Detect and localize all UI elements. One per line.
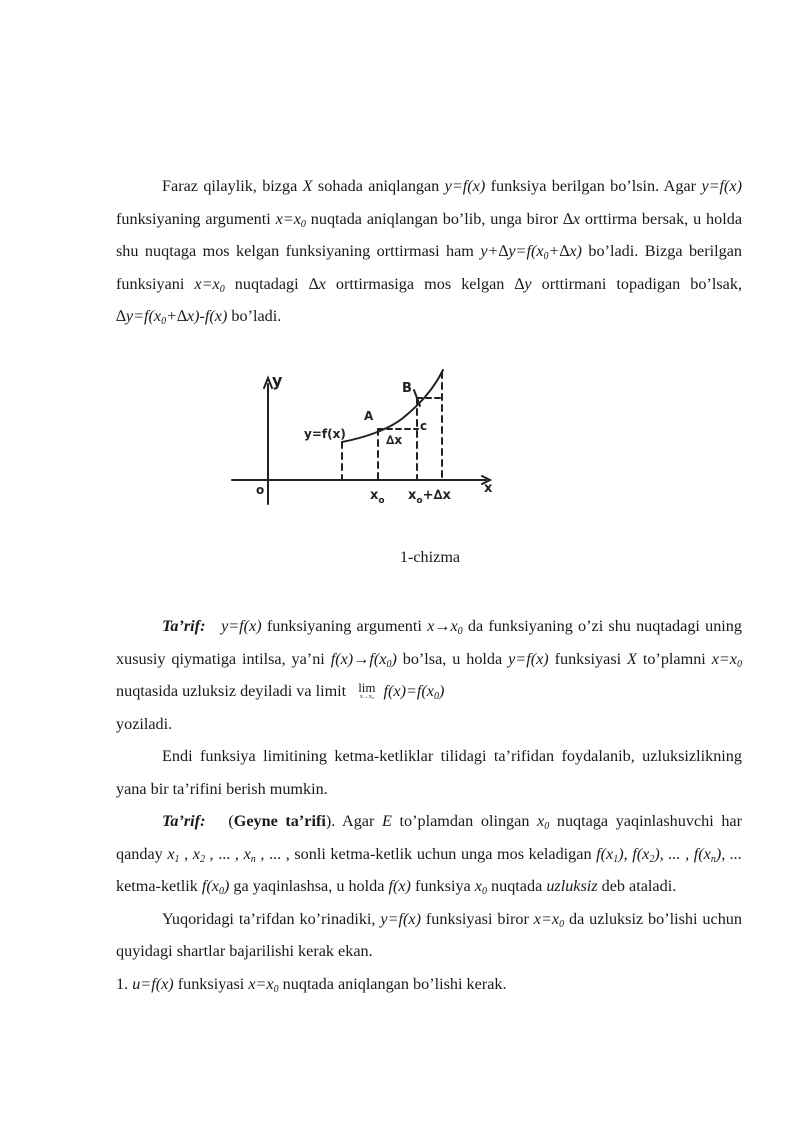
math-point: $x=x_0$ bbox=[711, 649, 742, 670]
math-function: y=f(x) bbox=[508, 649, 549, 668]
text-run: Faraz qilaylik, bizga bbox=[162, 177, 303, 195]
math-increment: ∆x bbox=[562, 209, 581, 228]
definition-heading: Ta’rif: bbox=[162, 812, 206, 830]
math-increment: ∆x bbox=[308, 274, 326, 293]
math-function: y=f(x) bbox=[444, 177, 486, 195]
conditions-intro-paragraph: Yuqoridagi ta’rifdan ko’rinadiki, y=f(x) funksiyasi biror $x=x_0$ da uzluksiz bo’lishi uchun quyidagi shartlar bajarilishi kerak ekan. bbox=[116, 909, 742, 960]
math-expression: $f(x)=f(x_0)$ bbox=[383, 682, 445, 702]
text-run: funksiyasi bbox=[548, 649, 628, 668]
math-point: $x=x_0$ bbox=[275, 209, 306, 230]
text-run: to’plamni bbox=[636, 649, 712, 668]
definition-continuity bbox=[116, 610, 742, 708]
function-label: y=f(x) bbox=[304, 427, 346, 441]
intro-paragraph-block bbox=[116, 170, 742, 333]
text-run: funksiya berilgan bo’lsin. Agar bbox=[485, 177, 702, 195]
math-limit-arrow: $x\to x_0$ bbox=[427, 617, 463, 637]
math-point: $x=x_0$ bbox=[194, 274, 225, 295]
function-increment-figure bbox=[228, 362, 500, 514]
point-b-label: B bbox=[402, 381, 412, 396]
figure-svg bbox=[228, 362, 500, 514]
text-run: nuqtada aniqlangan bo’lib, unga biror bbox=[305, 209, 563, 228]
definition-heading: Ta’rif: bbox=[162, 617, 206, 635]
text-run: funksiyaning argumenti bbox=[116, 209, 276, 228]
math-expression: $y+\Delta y=f(x_0+\Delta x)$ bbox=[480, 242, 582, 262]
math-expression: $\Delta y=f(x_0+\Delta x)-f(x)$ bbox=[116, 307, 228, 327]
math-increment: ∆y bbox=[514, 274, 532, 293]
figure-caption: 1-chizma bbox=[399, 548, 461, 566]
point-a-label: A bbox=[364, 409, 374, 423]
text-run: nuqtasida uzluksiz deyiladi va limit bbox=[116, 682, 347, 700]
text-run: orttirmasiga mos kelgan bbox=[325, 274, 515, 293]
definition-heine: Ta’rif: (Geyne ta’rifi). Agar E to’plamdan olingan $x_0$ nuqtaga yaqinlashuvchi har qanday $x_1$ , $x_2$ , ... , $x_n$ , ... , sonli ketma-ketlik uchun unga mos keladigan $f(x_1)$, $f(x_2)$, ... , $f(x_n)$, ... ketma-ketlik $f(x_0)$ ga yaqinlashsa, u holda f(x) funksiya $x_0$ nuqtada uzluksiz deb ataladi. bbox=[116, 812, 743, 897]
text-run: funksiyaning argumenti bbox=[261, 617, 428, 635]
math-function: y=f(x) bbox=[701, 177, 743, 195]
text-run: nuqtadagi bbox=[224, 274, 309, 293]
text-run: orttirma bersak, u holda shu nuqtaga mos kelgan funksiyaning orttirmasi ham bbox=[116, 209, 742, 260]
text-run: bo’lsa, u holda bbox=[396, 649, 509, 668]
math-point: $x_0$ bbox=[537, 812, 550, 832]
condition-1: 1. u=f(x) funksiyasi $x=x_0$ nuqtada aniqlangan bo’lishi kerak. bbox=[116, 974, 507, 995]
point-c-label: c bbox=[420, 419, 428, 433]
sequence-intro-paragraph: Endi funksiya limitining ketma-ketliklar tilidagi ta’rifidan foydalanib, uzluksizlikning yana bir ta’rifini berish mumkin. bbox=[116, 747, 742, 798]
math-set: X bbox=[627, 649, 637, 668]
x0-label: $x_o$ bbox=[370, 488, 385, 506]
emphasis-continuous: uzluksiz bbox=[546, 877, 598, 895]
math-function: y=f(x) bbox=[221, 617, 262, 635]
definition-continuity-end: yoziladi. bbox=[116, 714, 173, 733]
text-run: orttirmani topadigan bo’lsak, bbox=[531, 274, 743, 293]
x0-plus-dx-label: $x_o+\Delta x$ bbox=[408, 488, 451, 506]
math-sequence: $f(x_1)$, $f(x_2)$, ... , $f(x_n)$, ... bbox=[596, 844, 742, 865]
function-curve bbox=[342, 370, 443, 442]
definitions-block bbox=[116, 610, 742, 1000]
x-axis-label: x bbox=[484, 481, 493, 496]
intro-paragraph bbox=[116, 170, 742, 333]
math-expression: $f(x)\to f(x_0)$ bbox=[330, 649, 397, 670]
text-run: sohada aniqlangan bbox=[312, 177, 445, 195]
text-run: da funksiyaning o’zi shu nuqtadagi uning xususiy qiymatiga intilsa, ya’ni bbox=[116, 617, 742, 668]
delta-x-label: ∆x bbox=[386, 433, 403, 447]
text-run: bo’ladi. bbox=[227, 307, 282, 325]
math-set: X bbox=[302, 177, 313, 195]
limit-symbol: lim x→x₀ bbox=[358, 680, 376, 701]
y-axis-label: y bbox=[272, 371, 283, 390]
heine-title: Geyne ta’rifi bbox=[233, 812, 326, 830]
origin-label: o bbox=[256, 483, 265, 497]
math-set: E bbox=[382, 812, 392, 830]
text-run: bo’ladi. Bizga berilgan funksiyani bbox=[116, 242, 742, 293]
